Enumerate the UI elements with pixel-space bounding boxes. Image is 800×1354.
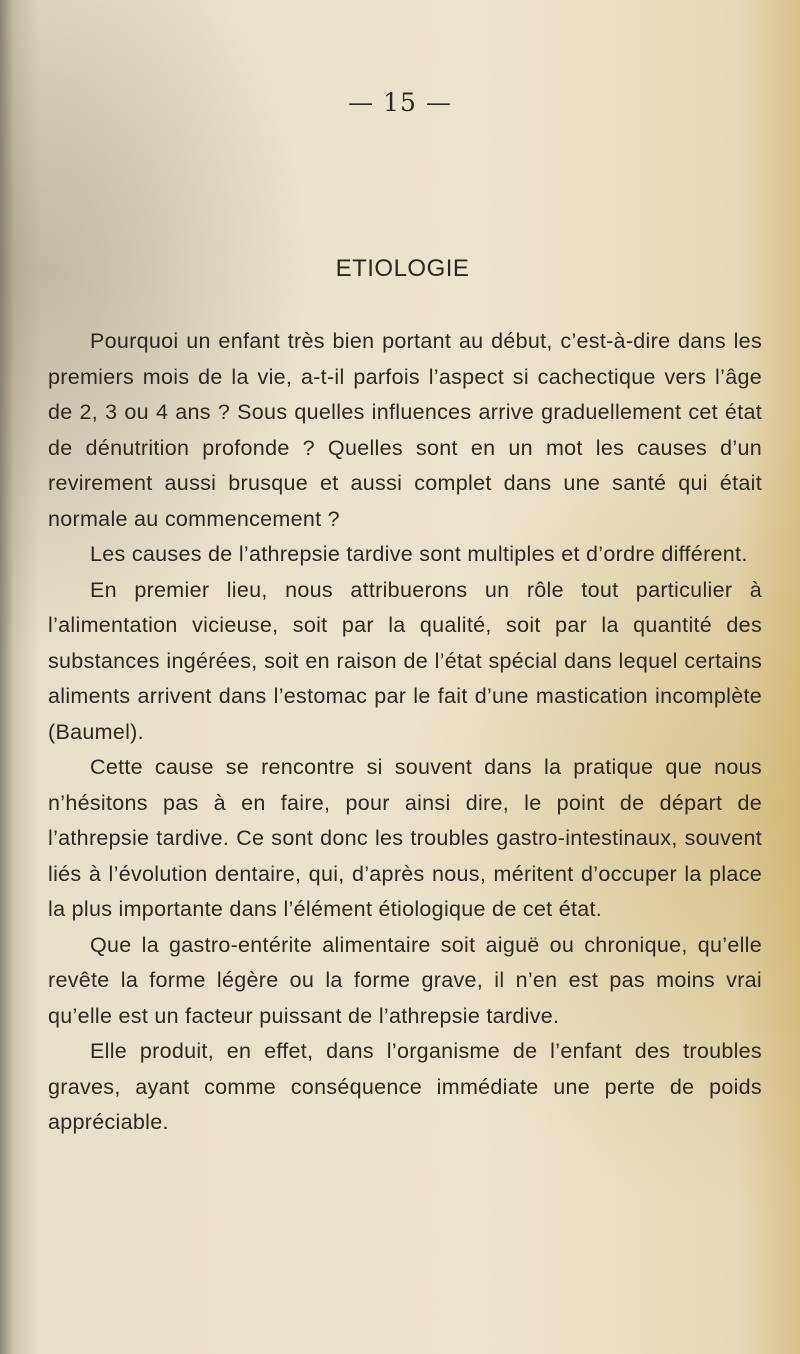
body-text (48, 324, 762, 1141)
paragraph: En premier lieu, nous attribuerons un rôle tout particulier à l’alimentation vicieuse, soit par la qualité, soit par la quantité des substances ingérées, soit en raison de l’état spécial dans lequel certains aliments arrivent dans l’estomac par le fait d’une mastication incomplète (Baumel). (48, 577, 762, 744)
section-title: ETIOLOGIE (335, 255, 470, 282)
paragraph: Elle produit, en effet, dans l’organisme de l’enfant des troubles graves, ayant comme conséquence immédiate une perte de poids appréciable. (48, 1039, 762, 1134)
paragraph: Les causes de l’athrepsie tardive sont multiples et d’ordre différent. (90, 542, 748, 566)
paragraph: Que la gastro-entérite alimentaire soit aiguë ou chronique, qu’elle revête la forme légère ou la forme grave, il n’en est pas moins vrai qu’elle est un facteur puissant de l’athrepsie tardive. (48, 932, 762, 1028)
paragraph: Pourquoi un enfant très bien portant au début, c’est-à-dire dans les premiers mois de la vie, a-t-il parfois l’aspect si cachectique vers l’âge de 2, 3 ou 4 ans ? Sous quelles influences arrive graduellement cet état de dénutrition profonde ? Quelles sont en un mot les causes d’un revirement aussi brusque et aussi complet dans une santé qui était normale au commencement ? (48, 329, 762, 531)
page-number: — 15 — (348, 88, 452, 117)
paragraph: Cette cause se rencontre si souvent dans la pratique que nous n’hésitons pas à en faire, pour ainsi dire, le point de départ de l’athrepsie tardive. Ce sont donc les troubles gastro-intestinaux, souvent liés à l’évolution dentaire, qui, d’après nous, méritent d’occuper la place la plus importante dans l’élément étiologique de cet état. (48, 755, 762, 921)
